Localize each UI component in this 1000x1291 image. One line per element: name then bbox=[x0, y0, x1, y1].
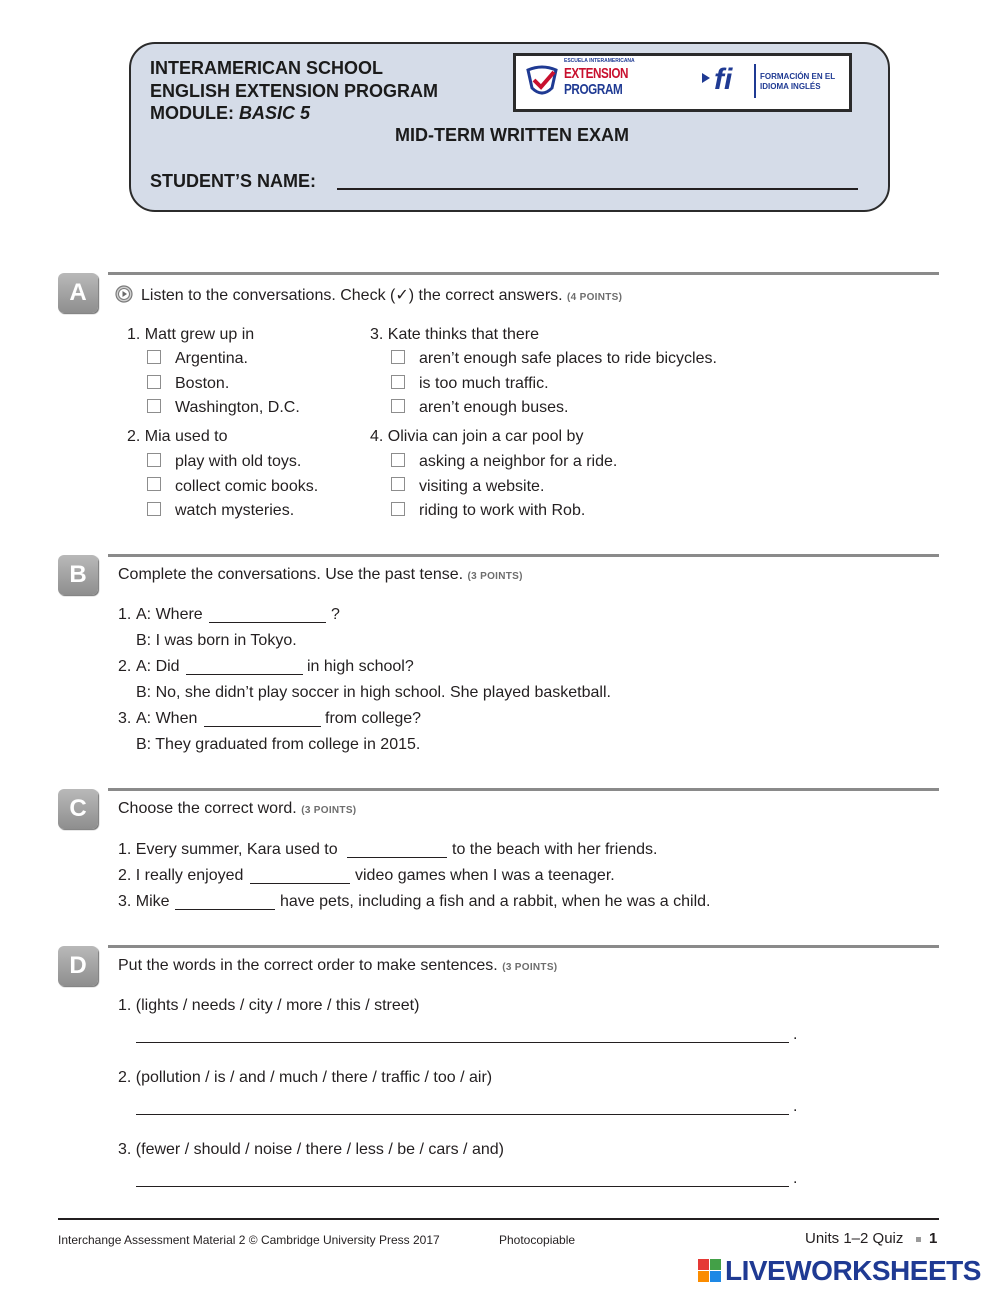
logo-extension-text: EXTENSION bbox=[564, 65, 629, 82]
logo-fi-line2: IDIOMA INGLÉS bbox=[760, 82, 821, 91]
answer-line[interactable] bbox=[136, 1042, 789, 1043]
dialog-a-end: in high school? bbox=[307, 658, 414, 675]
module-value: BASIC 5 bbox=[239, 103, 311, 123]
exam-title: MID-TERM WRITTEN EXAM bbox=[395, 125, 629, 145]
answer-option: collect comic books. bbox=[175, 478, 319, 495]
answer-line[interactable] bbox=[136, 1114, 789, 1115]
section-b-instruction bbox=[118, 566, 523, 584]
dialog-b: B: No, she didn’t play soccer in high school. She played basketball. bbox=[136, 684, 611, 701]
sentence-end: to the beach with her friends. bbox=[452, 841, 658, 858]
shield-check-icon bbox=[524, 64, 560, 100]
dialog-a-start: A: Did bbox=[136, 658, 180, 675]
liveworksheets-logo-icon bbox=[698, 1259, 722, 1283]
item-number: 3. bbox=[118, 710, 132, 727]
sentence-period: . bbox=[793, 1098, 798, 1115]
section-b-instruction-text: Complete the conversations. Use the past tense. bbox=[118, 566, 464, 583]
word-order-prompt: 2. (pollution / is / and / much / there / traffic / too / air) bbox=[118, 1069, 493, 1086]
student-name-label: STUDENT’S NAME: bbox=[150, 171, 316, 191]
answer-checkbox[interactable] bbox=[391, 350, 405, 364]
answer-option: riding to work with Rob. bbox=[419, 502, 586, 519]
answer-checkbox[interactable] bbox=[147, 350, 161, 364]
sentence-start: 1. Every summer, Kara used to bbox=[118, 841, 338, 858]
answer-checkbox[interactable] bbox=[391, 399, 405, 413]
answer-checkbox[interactable] bbox=[147, 453, 161, 467]
answer-option: is too much traffic. bbox=[419, 375, 549, 392]
answer-checkbox[interactable] bbox=[147, 399, 161, 413]
blank-line[interactable] bbox=[175, 909, 275, 910]
play-arrow-icon bbox=[702, 73, 710, 83]
footer-photocopiable: Photocopiable bbox=[499, 1233, 576, 1247]
section-a-points: (4 POINTS) bbox=[567, 292, 623, 303]
fi-logo-mark: fi bbox=[714, 63, 733, 96]
word-order-prompt: 1. (lights / needs / city / more / this / street) bbox=[118, 997, 420, 1014]
section-a-instruction-text: Listen to the conversations. Check (✓) the correct answers. bbox=[141, 287, 563, 304]
answer-checkbox[interactable] bbox=[391, 375, 405, 389]
dialog-a-start: A: When bbox=[136, 710, 198, 727]
logo-fi-line1: FORMACIÓN EN EL bbox=[760, 72, 836, 81]
sentence-period: . bbox=[793, 1026, 798, 1043]
word-order-prompt: 3. (fewer / should / noise / there / less / be / cars / and) bbox=[118, 1141, 504, 1158]
footer-units: Units 1–2 Quiz bbox=[805, 1230, 904, 1247]
footer-bullet bbox=[916, 1237, 921, 1242]
program-name: ENGLISH EXTENSION PROGRAM bbox=[150, 81, 439, 101]
answer-option: Argentina. bbox=[175, 350, 248, 367]
section-c-rule bbox=[108, 788, 939, 791]
module-line bbox=[150, 103, 310, 124]
answer-checkbox[interactable] bbox=[147, 502, 161, 516]
answer-checkbox[interactable] bbox=[147, 477, 161, 491]
answer-option: play with old toys. bbox=[175, 453, 302, 470]
answer-checkbox[interactable] bbox=[147, 375, 161, 389]
footer-page-number: 1 bbox=[929, 1230, 938, 1247]
answer-checkbox[interactable] bbox=[391, 502, 405, 516]
answer-line[interactable] bbox=[136, 1186, 789, 1187]
answer-option: aren’t enough buses. bbox=[419, 399, 569, 416]
section-c-points: (3 POINTS) bbox=[301, 805, 357, 816]
footer-copyright: Interchange Assessment Material 2 © Cambridge University Press 2017 bbox=[58, 1233, 440, 1247]
dialog-b: B: I was born in Tokyo. bbox=[136, 632, 297, 649]
school-name: INTERAMERICAN SCHOOL bbox=[150, 58, 383, 78]
logo-program-text: PROGRAM bbox=[564, 81, 623, 98]
section-d-instruction bbox=[118, 957, 557, 975]
dialog-a-end: ? bbox=[331, 606, 340, 623]
question-prompt: 1. Matt grew up in bbox=[127, 326, 255, 343]
section-d-badge: D bbox=[58, 946, 98, 986]
answer-option: Washington, D.C. bbox=[175, 399, 300, 416]
module-label: MODULE: bbox=[150, 103, 234, 123]
program-logo-box bbox=[513, 53, 852, 112]
question-prompt: 4. Olivia can join a car pool by bbox=[370, 428, 584, 445]
answer-checkbox[interactable] bbox=[391, 477, 405, 491]
section-a-instruction bbox=[141, 285, 622, 305]
section-c-badge: C bbox=[58, 789, 98, 829]
sentence-start: 3. Mike bbox=[118, 893, 170, 910]
audio-play-icon[interactable] bbox=[115, 285, 133, 303]
answer-option: visiting a website. bbox=[419, 478, 545, 495]
dialog-a-end: from college? bbox=[325, 710, 422, 727]
sentence-start: 2. I really enjoyed bbox=[118, 867, 244, 884]
logo-small-text: ESCUELA INTERAMERICANA bbox=[564, 58, 635, 64]
footer-rule bbox=[58, 1218, 939, 1220]
section-c-instruction-text: Choose the correct word. bbox=[118, 800, 297, 817]
liveworksheets-brand[interactable]: LIVEWORKSHEETS bbox=[725, 1255, 981, 1286]
section-a-rule bbox=[108, 272, 939, 275]
sentence-end: video games when I was a teenager. bbox=[355, 867, 615, 884]
section-c-instruction bbox=[118, 800, 356, 818]
answer-checkbox[interactable] bbox=[391, 453, 405, 467]
sentence-end: have pets, including a fish and a rabbit, when he was a child. bbox=[280, 893, 711, 910]
section-d-rule bbox=[108, 945, 939, 948]
answer-option: watch mysteries. bbox=[175, 502, 295, 519]
sentence-period: . bbox=[793, 1170, 798, 1187]
blank-line[interactable] bbox=[347, 857, 447, 858]
section-b-rule bbox=[108, 554, 939, 557]
section-a-badge: A bbox=[58, 273, 98, 313]
dialog-b: B: They graduated from college in 2015. bbox=[136, 736, 421, 753]
blank-line[interactable] bbox=[250, 883, 350, 884]
blank-line[interactable] bbox=[209, 622, 326, 623]
student-name-input-line[interactable] bbox=[337, 188, 858, 190]
item-number: 2. bbox=[118, 658, 132, 675]
answer-option: asking a neighbor for a ride. bbox=[419, 453, 618, 470]
logo-divider bbox=[754, 64, 756, 98]
item-number: 1. bbox=[118, 606, 132, 623]
blank-line[interactable] bbox=[186, 674, 303, 675]
answer-option: aren’t enough safe places to ride bicycles. bbox=[419, 350, 717, 367]
section-d-points: (3 POINTS) bbox=[502, 962, 558, 973]
section-d-instruction-text: Put the words in the correct order to make sentences. bbox=[118, 957, 498, 974]
blank-line[interactable] bbox=[204, 726, 321, 727]
question-prompt: 3. Kate thinks that there bbox=[370, 326, 539, 343]
section-b-points: (3 POINTS) bbox=[467, 571, 523, 582]
section-b-badge: B bbox=[58, 555, 98, 595]
dialog-a-start: A: Where bbox=[136, 606, 203, 623]
answer-option: Boston. bbox=[175, 375, 230, 392]
question-prompt: 2. Mia used to bbox=[127, 428, 228, 445]
